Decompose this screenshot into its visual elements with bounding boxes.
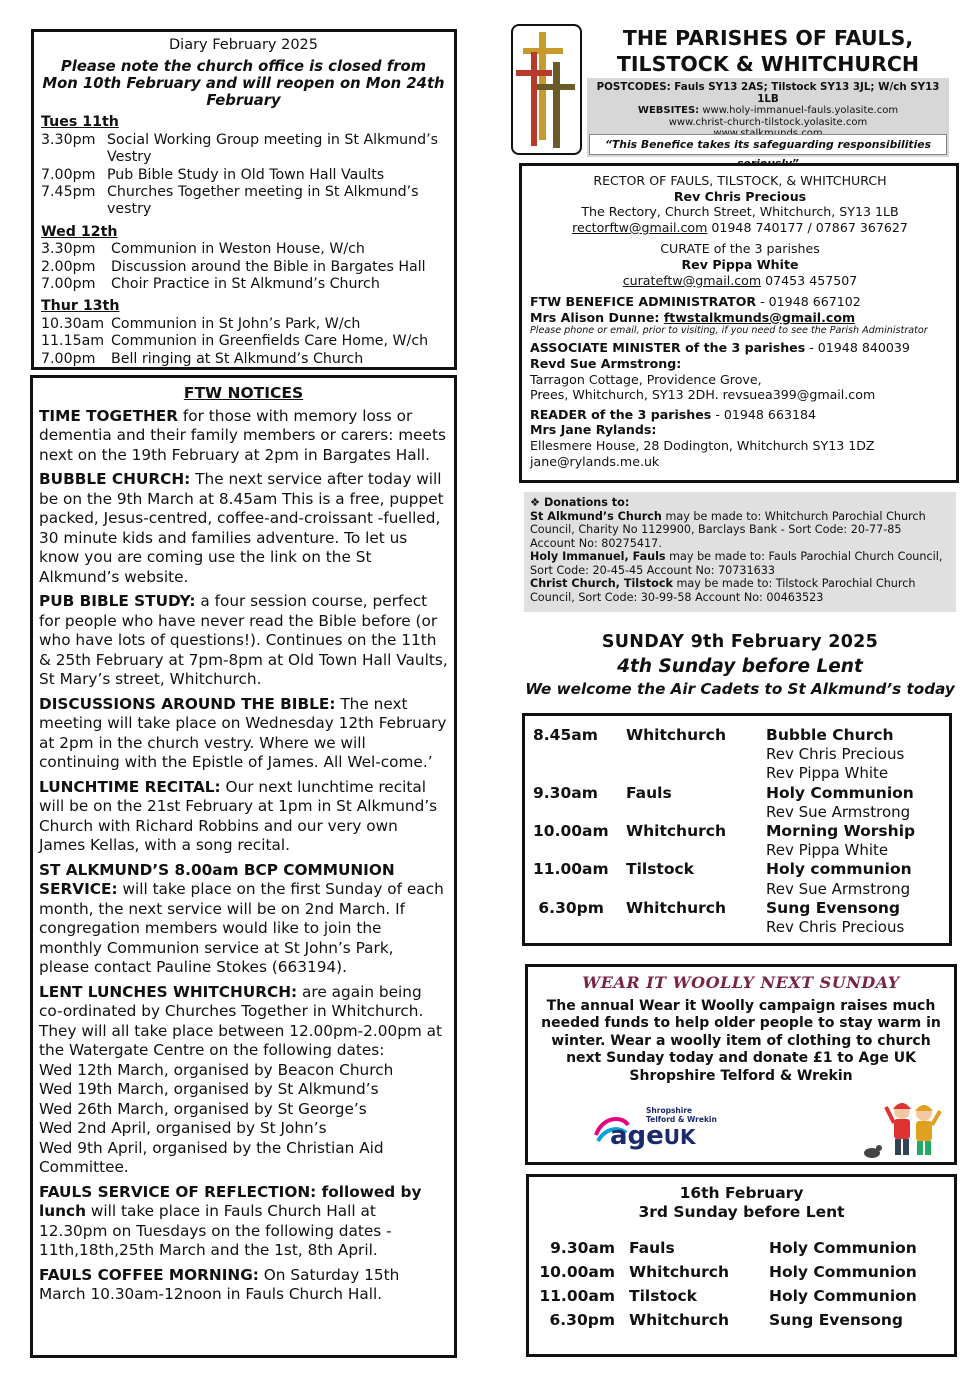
notice-text: The next meeting will take place on Wednesday 12th February at 2pm in the church vestry. Where we will continuing with the Epistle of James. All Wel-come.’	[39, 694, 447, 771]
service-place: Fauls	[629, 1239, 675, 1257]
curate-phone: 07453 457507	[761, 272, 858, 288]
service-place: Tilstock	[626, 860, 694, 879]
sunday-welcome: We welcome the Air Cadets to St Alkmund’s today	[525, 680, 955, 698]
service-time: 8.45am	[533, 726, 598, 744]
donation-text: may be made to: Whitchurch Parochial Church Council, Charity No 1129900, Barclays Bank - Sort Code: 20-77-85 Account No: 80275417.	[530, 509, 926, 550]
diary-day: Wed 12th	[41, 223, 118, 240]
notice-item	[39, 1266, 448, 1305]
service-minister: Rev Pippa White	[766, 841, 889, 860]
service-time: 6.30pm	[549, 1311, 615, 1329]
parishes-title	[596, 25, 940, 77]
sunday-subtitle: 4th Sunday before Lent	[617, 656, 863, 677]
service-row	[533, 860, 943, 898]
logo-uk: UK	[663, 1125, 696, 1149]
diary-day: Thur 13th	[41, 298, 120, 315]
notice-text: a four session course, perfect for people who have never read the Bible before (or who have lots of questions!). Continues on the 11th & 25th February at 7pm-8pm at Old Town Hall Vaults, St Mary’s street, Whitchurch.	[39, 592, 448, 688]
service-row	[533, 784, 943, 822]
website-link[interactable]: www.holy-immanuel-fauls.yolasite.com	[702, 105, 899, 117]
diary-entry	[41, 351, 446, 368]
entry-text: Communion in Greenfields Care Home, W/ch	[111, 333, 429, 350]
notice-head: FAULS COFFEE MORNING:	[39, 1265, 259, 1284]
diamond-bullet-icon: ❖	[530, 496, 541, 509]
lent-date: Wed 26th March, organised by St George’s	[39, 1099, 367, 1118]
logo-age: age	[610, 1121, 664, 1151]
diary-title: Diary February 2025	[169, 37, 318, 53]
website-link[interactable]: www.christ-church-tilstock.yolasite.com	[668, 116, 868, 128]
entry-time: 7.45pm	[41, 184, 96, 201]
donations-box	[524, 492, 956, 612]
notice-text: will take place in Fauls Church Hall at 12.30pm on Tuesdays on the following dates - 11th,18th,25th March and the 1st, 8th April.	[39, 1202, 392, 1259]
service-name: Holy Communion	[769, 1263, 917, 1281]
diary-entry	[41, 333, 446, 350]
donation-church: Christ Church, Tilstock	[530, 577, 673, 590]
notice-head: LENT LUNCHES WHITCHURCH:	[39, 982, 298, 1001]
websites-label: WEBSITES:	[637, 105, 700, 117]
service-time: 9.30am	[550, 1239, 615, 1257]
lent-date: Wed 19th March, organised by St Alkmund’s	[39, 1080, 379, 1098]
entry-time: 10.30am	[41, 315, 105, 332]
lent-date: Wed 9th April, organised by the Christian Aid Committee.	[39, 1138, 384, 1176]
assoc-title: ASSOCIATE MINISTER of the 3 parishes	[530, 340, 806, 356]
notice-text: On Saturday 15th March 10.30am-12noon in Fauls Church Hall.	[39, 1265, 400, 1303]
diary-entry	[41, 259, 446, 276]
assoc-address: Prees, Whitchurch, SY13 2DH. revsuea399@gmail.com	[530, 387, 876, 403]
assoc-address: Tarragon Cottage, Providence Grove,	[530, 371, 762, 387]
rector-phones: 01948 740177 / 07867 367627	[707, 219, 908, 235]
notice-item	[39, 695, 448, 773]
service-row	[535, 1260, 948, 1284]
safeguarding-statement: “This Benefice takes its safeguarding responsibilities	[589, 134, 947, 155]
crosses-icon	[513, 26, 580, 153]
diary-entry	[41, 167, 446, 184]
notice-item	[39, 592, 448, 690]
donation-text: may be made to: Fauls Parochial Church Council, Sort Code: 20-45-45 Account No: 70731633	[530, 550, 943, 577]
entry-time: 2.00pm	[41, 258, 96, 275]
service-minister: Rev Chris Precious	[766, 745, 905, 764]
reader-name: Mrs Jane Rylands:	[530, 422, 657, 438]
notice-head: ST ALKMUND’S 8.00am BCP COMMUNION SERVICE:	[39, 860, 395, 898]
service-place: Whitchurch	[626, 822, 726, 841]
service-name: Holy Communion	[766, 783, 914, 802]
service-minister: Rev Sue Armstrong	[766, 802, 911, 821]
entry-time: 7.00pm	[41, 166, 96, 183]
age-uk-logo	[592, 1105, 722, 1153]
lent-date: Wed 12th March, organised by Beacon Church	[39, 1060, 394, 1079]
postcodes: POSTCODES: Fauls SY13 2AS; Tilstock SY13 3JL; W/ch SY13 1LB	[596, 81, 940, 105]
notice-text: Our next lunchtime recital will be on the 21st February at 1pm in St Alkmund’s Church with Richard Robbins and our very own James Kellas, with a song recital.	[39, 777, 438, 854]
diary-entry	[41, 132, 446, 167]
admin-phone: - 01948 667102	[756, 294, 861, 310]
notices-title: FTW NOTICES	[183, 384, 304, 402]
notice-head: TIME TOGETHER	[39, 406, 179, 425]
curate-title: CURATE of the 3 parishes	[660, 241, 820, 257]
admin-name: Mrs Alison Dunne:	[530, 309, 664, 325]
service-place: Whitchurch	[626, 898, 726, 917]
service-row	[535, 1236, 948, 1260]
assoc-name: Revd Sue Armstrong:	[530, 355, 682, 371]
contacts-box	[519, 163, 959, 483]
notice-item	[39, 778, 448, 856]
title-line: TILSTOCK & WHITCHURCH	[616, 52, 920, 76]
diary-entry	[41, 276, 446, 293]
notice-head: LUNCHTIME RECITAL:	[39, 777, 221, 796]
entry-text: Churches Together meeting in St Alkmund’s vestry	[107, 184, 419, 218]
reader-title: READER of the 3 parishes	[530, 406, 712, 422]
notice-item	[39, 407, 448, 466]
service-row	[535, 1308, 948, 1332]
notice-item	[39, 470, 448, 587]
notice-head: PUB BIBLE STUDY:	[39, 592, 196, 610]
service-place: Whitchurch	[629, 1311, 729, 1329]
service-minister: Rev Chris Precious	[766, 918, 905, 937]
woolly-children-illustration-icon	[862, 1097, 946, 1163]
service-time: 9.30am	[533, 783, 598, 802]
notice-item	[39, 861, 448, 978]
service-minister: Rev Sue Armstrong	[766, 879, 911, 898]
next-sunday-box	[526, 1174, 957, 1357]
crosses-logo	[511, 24, 582, 155]
sunday-date: SUNDAY 9th February 2025	[601, 632, 879, 652]
diary-entry	[41, 184, 446, 219]
notice-text: are again being co-ordinated by Churches Together in Whitchurch. They will all take place between 12.00pm-2.00pm at the Watergate Centre on the following dates:	[39, 982, 443, 1059]
notices-box	[30, 375, 457, 1358]
next-sunday-date: 16th February	[679, 1184, 804, 1202]
service-name: Holy communion	[766, 860, 912, 879]
sunday-heading	[515, 632, 965, 698]
service-place: Whitchurch	[629, 1263, 729, 1281]
service-name: Holy Communion	[769, 1239, 917, 1257]
entry-text: Communion in St John’s Park, W/ch	[111, 315, 361, 332]
curate-email[interactable]: curateftw@gmail.com	[622, 272, 762, 288]
diary-day: Tues 11th	[41, 114, 119, 131]
service-name: Bubble Church	[766, 726, 894, 744]
notice-head: DISCUSSIONS AROUND THE BIBLE:	[39, 694, 336, 713]
entry-time: 11.15am	[41, 333, 105, 350]
assoc-phone: - 01948 840039	[805, 340, 910, 356]
entry-text: Communion in Weston House, W/ch	[111, 241, 365, 258]
service-row	[533, 822, 943, 860]
donation-item	[530, 510, 950, 551]
services-box	[522, 713, 952, 946]
service-time: 10.00am	[539, 1263, 615, 1281]
donation-church: Holy Immanuel, Fauls	[530, 550, 666, 563]
entry-text: Discussion around the Bible in Bargates Hall	[111, 258, 426, 275]
notice-text: will take place on the first Sunday of each month, the next service will be on 2nd March. If congregation members would like to join the monthly Communion service at St John’s Park, please contact Pauline Stokes (663194).	[39, 880, 444, 976]
donation-church: St Alkmund’s Church	[530, 509, 662, 523]
service-name: Sung Evensong	[766, 898, 900, 917]
service-row	[533, 726, 943, 784]
reader-phone: - 01948 663184	[711, 406, 817, 422]
diary-office-note: Please note the church office is closed from Mon 10th February and will reopen on Mon 24th February	[42, 58, 445, 110]
reader-email[interactable]: jane@rylands.me.uk	[530, 453, 660, 469]
service-name: Sung Evensong	[769, 1311, 903, 1329]
service-row	[533, 899, 943, 937]
service-place: Fauls	[626, 783, 672, 802]
donations-title: Donations to:	[543, 496, 630, 509]
service-place: Tilstock	[629, 1287, 697, 1305]
notice-text: for those with memory loss or dementia and their family members or carers: meets next on the 19th February at 2pm in Bargates Hall.	[39, 406, 446, 464]
service-time: 11.00am	[539, 1287, 615, 1305]
entry-text: Bell ringing at St Alkmund’s Church	[111, 350, 364, 367]
wear-it-woolly-box	[525, 964, 957, 1165]
woolly-title: WEAR IT WOOLLY NEXT SUNDAY	[582, 973, 900, 992]
logo-small-text: Telford & Wrekin	[646, 1114, 717, 1124]
rector-email[interactable]: rectorftw@gmail.com	[572, 219, 708, 235]
entry-time: 3.30pm	[41, 131, 96, 148]
notice-text: The next service after today will be on the 9th March at 8.45am This is a free, puppet packed, Jesus-centred, coffee-and-croissant -fuelled, 30 minute kids and families adventure. To let us know you are coming use the link on the St Alkmund’s website.	[39, 470, 444, 586]
service-minister: Rev Pippa White	[766, 764, 889, 783]
entry-text: Choir Practice in St Alkmund’s Church	[111, 276, 380, 293]
diary-entry	[41, 241, 446, 258]
admin-note: Please phone or email, prior to visiting, if you need to see the Parish Administrator	[530, 325, 928, 337]
notice-head: BUBBLE CHURCH:	[39, 470, 191, 488]
diary-box	[31, 29, 457, 370]
entry-time: 7.00pm	[41, 350, 96, 367]
donation-text: may be made to: Tilstock Parochial Church Council, Sort Code: 30-99-58 Account No: 00463523	[530, 577, 916, 604]
entry-time: 3.30pm	[41, 241, 96, 258]
entry-time: 7.00pm	[41, 276, 96, 293]
next-sunday-subtitle: 3rd Sunday before Lent	[638, 1203, 845, 1221]
service-name: Holy Communion	[769, 1287, 917, 1305]
rector-address: The Rectory, Church Street, Whitchurch, SY13 1LB	[581, 204, 899, 220]
donation-item	[530, 577, 950, 604]
entry-text: Pub Bible Study in Old Town Hall Vaults	[107, 166, 385, 183]
woolly-body: The annual Wear it Woolly campaign raises much needed funds to help older people to stay warm in winter. Wear a woolly item of clothing to church next Sunday today and donate £1 to Age UK Shropshire Telford & Wrekin	[541, 998, 941, 1084]
curate-name: Rev Pippa White	[681, 256, 799, 272]
service-time: 11.00am	[533, 860, 609, 879]
notice-item	[39, 1183, 448, 1261]
rector-title: RECTOR OF FAULS, TILSTOCK, & WHITCHURCH	[593, 173, 887, 188]
admin-email[interactable]: ftwstalkmunds@gmail.com	[663, 309, 856, 325]
notice-item	[39, 983, 448, 1061]
service-time: 6.30pm	[533, 898, 604, 917]
service-place: Whitchurch	[626, 726, 726, 744]
service-row	[535, 1284, 948, 1308]
diary-entry	[41, 316, 446, 333]
reader-address: Ellesmere House, 28 Dodington, Whitchurch SY13 1DZ	[530, 437, 875, 453]
lent-date: Wed 2nd April, organised by St John’s	[39, 1119, 327, 1137]
service-time: 10.00am	[533, 822, 609, 841]
entry-text: Social Working Group meeting in St Alkmund’s Vestry	[107, 131, 439, 166]
rector-name: Rev Chris Precious	[673, 188, 807, 204]
donation-item	[530, 550, 950, 577]
notice-head: FAULS SERVICE OF REFLECTION: followed by lunch	[39, 1182, 422, 1220]
admin-title: FTW BENEFICE ADMINISTRATOR	[530, 294, 757, 310]
logo-small-text: Shropshire	[646, 1106, 693, 1115]
service-name: Morning Worship	[766, 822, 916, 841]
title-line: THE PARISHES OF FAULS,	[622, 26, 914, 50]
